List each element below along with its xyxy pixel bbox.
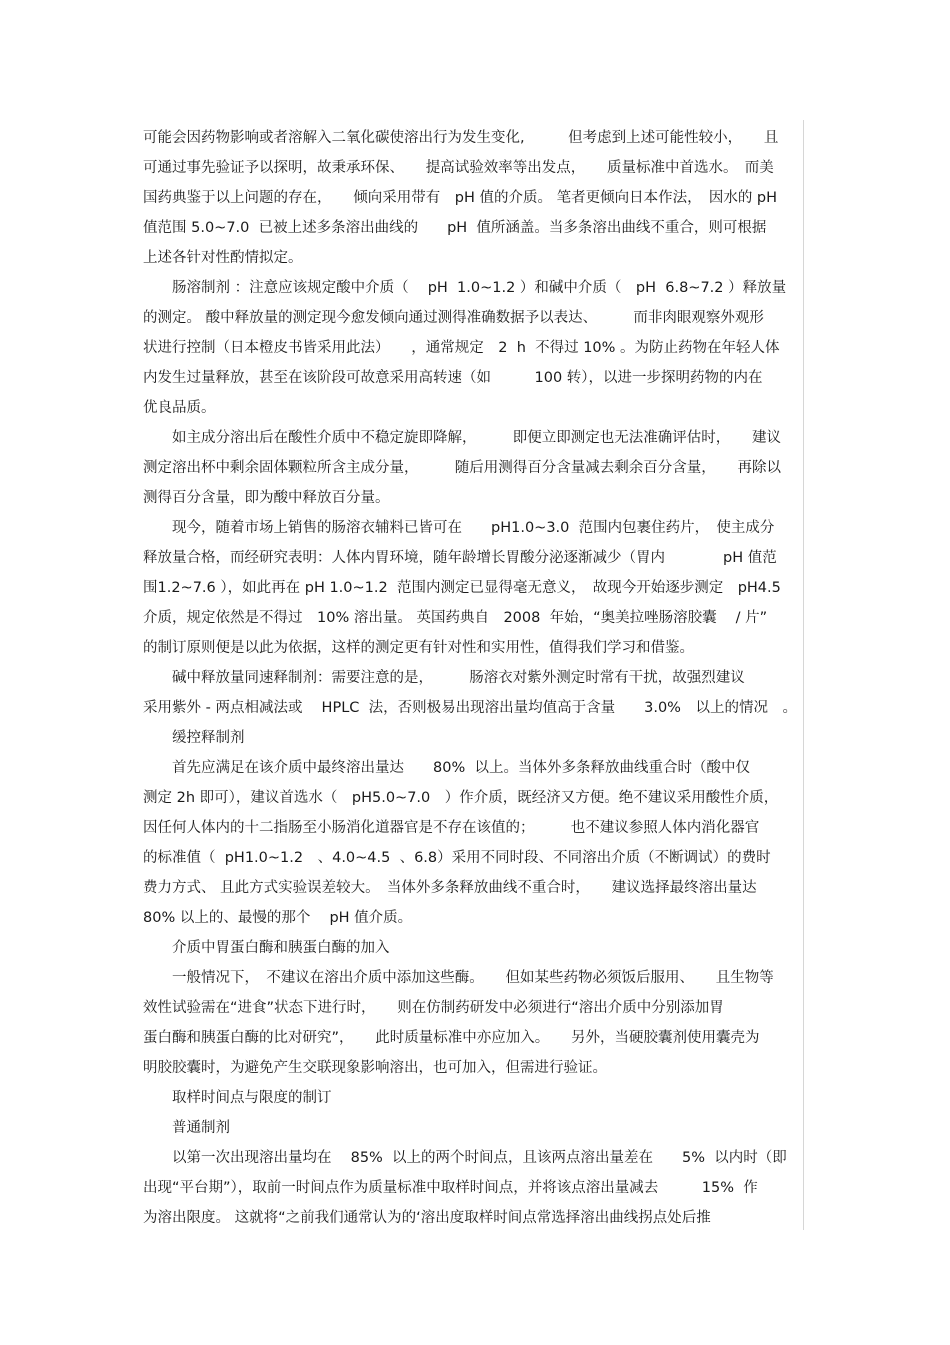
text-line: 国药典鉴于以上问题的存在， 倾向采用带有 pH 值的介质。 笔者更倾向日本作法， 因水的 pH: [143, 190, 778, 206]
text-line: 上述各针对性酌情拟定。: [143, 250, 303, 266]
text-line: 为溶出限度。 这就将“之前我们通常认为的‘溶出度取样时间点常选择溶出曲线拐点处后推: [143, 1210, 711, 1226]
text-line: 的标准值（ pH1.0~1.2 、4.0~4.5 、6.8）采用不同时段、不同溶出介质（不断调试）的费时: [143, 850, 771, 866]
text-line: 内发生过量释放，甚至在该阶段可故意采用高转速（如 100 转），以进一步探明药物的内在: [143, 370, 763, 386]
section-heading: 介质中胃蛋白酶和胰蛋白酶的加入: [143, 940, 390, 956]
section-heading: 缓控释制剂: [143, 730, 245, 746]
text-line: 的制订原则便是以此为依据，这样的测定更有针对性和实用性，值得我们学习和借鉴。: [143, 640, 694, 656]
text-line: 的测定。 酸中释放量的测定现今愈发倾向通过测得准确数据予以表达、 而非肉眼观察外观形: [143, 310, 764, 326]
text-line: 以第一次出现溶出量均在 85% 以上的两个时间点，且该两点溶出量差在 5% 以内时（即: [143, 1150, 787, 1166]
text-line: 测得百分含量，即为酸中释放百分量。: [143, 490, 390, 506]
text-line: 围1.2~7.6 ），如此再在 pH 1.0~1.2 范围内测定已显得毫无意义， 故现今开始逐步测定 pH4.5: [143, 580, 781, 596]
section-heading: 取样时间点与限度的制订: [143, 1090, 332, 1106]
text-line: 可通过事先验证予以探明，故秉承环保、 提高试验效率等出发点， 质量标准中首选水。 而美: [143, 160, 774, 176]
text-line: 一般情况下， 不建议在溶出介质中添加这些酶。 但如某些药物必须饭后服用、 且生物等: [143, 970, 774, 986]
section-heading: 普通制剂: [143, 1120, 230, 1136]
text-line: 现今，随着市场上销售的肠溶衣辅料已皆可在 pH1.0~3.0 范围内包裹住药片， 使主成分: [143, 520, 775, 536]
text-line: 明胶胶囊时，为避免产生交联现象影响溶出，也可加入，但需进行验证。: [143, 1060, 607, 1076]
text-line: 出现“平台期”），取前一时间点作为质量标准中取样时间点，并将该点溶出量减去 15% 作: [143, 1180, 758, 1196]
text-line: 测定 2h 即可），建议首选水（ pH5.0~7.0 ）作介质，既经济又方便。绝不建议采用酸性介质，: [143, 790, 779, 806]
text-line: 可能会因药物影响或者溶解入二氧化碳使溶出行为发生变化, 但考虑到上述可能性较小， 且: [143, 130, 779, 146]
text-line: 测定溶出杯中剩余固体颗粒所含主成分量， 随后用测得百分含量减去剩余百分含量， 再除以: [143, 460, 781, 476]
text-line: 首先应满足在该介质中最终溶出量达 80% 以上。当体外多条释放曲线重合时（酸中仅: [143, 760, 750, 776]
text-line: 效性试验需在“进食”状态下进行时， 则在仿制药研发中必须进行“溶出介质中分别添加胃: [143, 1000, 724, 1016]
text-line: 值范围 5.0~7.0 已被上述多条溶出曲线的 pH 值所涵盖。当多条溶出曲线不重合，则可根据: [143, 220, 767, 236]
document-body: [143, 123, 808, 1233]
text-line: 肠溶制剂 ：注意应该规定酸中介质（ pH 1.0~1.2 ）和碱中介质（ pH 6.8~7.2 ）释放量: [143, 280, 787, 296]
text-line: 80% 以上的、最慢的那个 pH 值介质。: [143, 910, 413, 926]
text-line: 优良品质。: [143, 400, 216, 416]
text-line: 如主成分溶出后在酸性介质中不稳定旋即降解， 即便立即测定也无法准确评估时， 建议: [143, 430, 781, 446]
text-line: 蛋白酶和胰蛋白酶的比对研究”， 此时质量标准中亦应加入。 另外，当硬胶囊剂使用囊壳为: [143, 1030, 760, 1046]
text-line: 因任何人体内的十二指肠至小肠消化道器官是不存在该值的； 也不建议参照人体内消化器官: [143, 820, 760, 836]
text-line: 费力方式、 且此方式实验误差较大。 当体外多条释放曲线不重合时， 建议选择最终溶出量达: [143, 880, 757, 896]
text-line: 状进行控制（日本橙皮书皆采用此法） ，通常规定 2 h 不得过 10% 。为防止药物在年轻人体: [143, 340, 780, 356]
text-line: 碱中释放量同速释制剂：需要注意的是， 肠溶衣对紫外测定时常有干扰，故强烈建议: [143, 670, 745, 686]
text-line: 释放量合格，而经研究表明：人体内胃环境，随年龄增长胃酸分泌逐渐减少（胃内 pH 值范: [143, 550, 777, 566]
text-line: 介质，规定依然是不得过 10% 溶出量。 英国药典自 2008 年始，“奥美拉唑肠溶胶囊 / 片”: [143, 610, 768, 626]
text-line: 采用紫外 - 两点相减法或 HPLC 法，否则极易出现溶出量均值高于含量 3.0% 以上的情况 。: [143, 700, 797, 716]
